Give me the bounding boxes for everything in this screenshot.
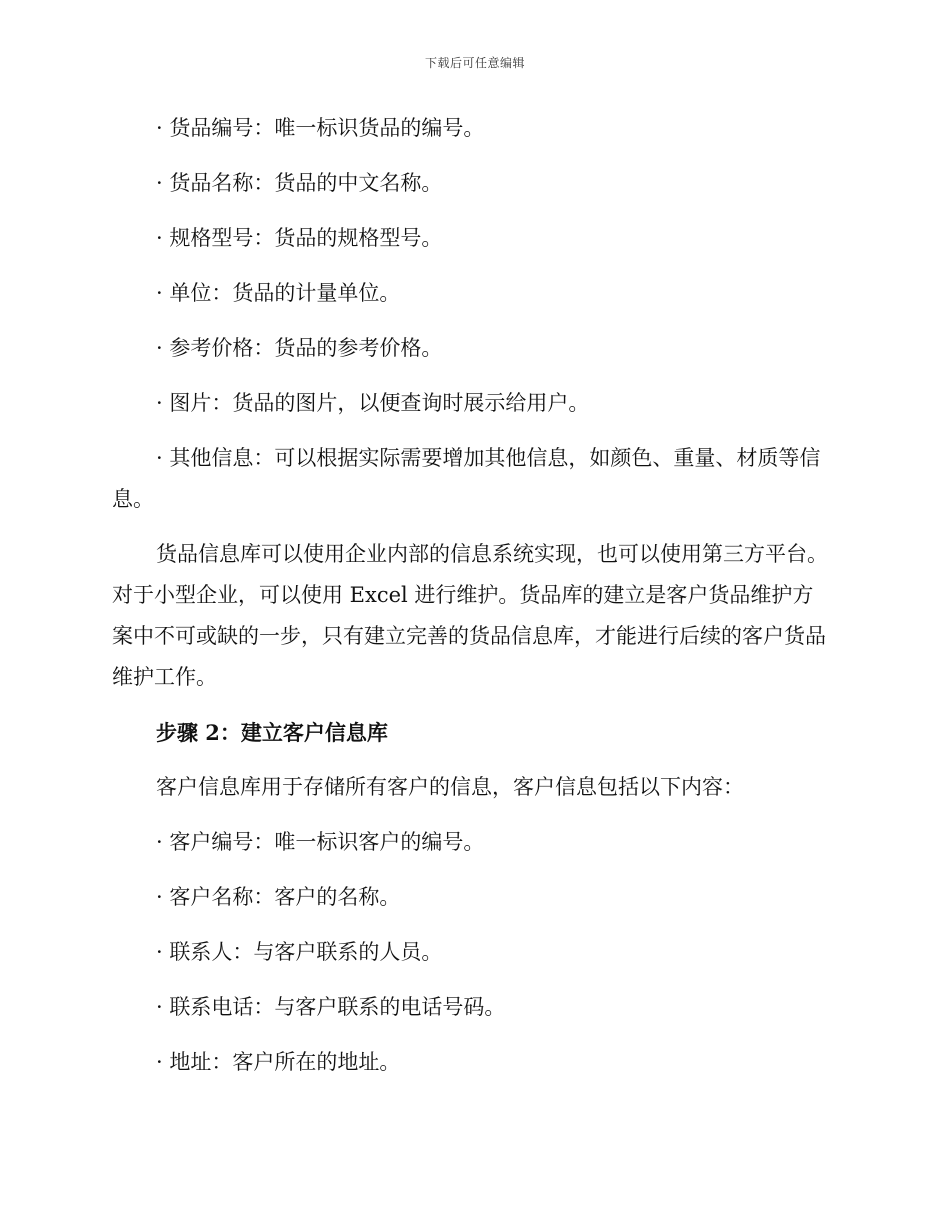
goods-library-paragraph: 货品信息库可以使用企业内部的信息系统实现，也可以使用第三方平台。对于小型企业，可以使用 Excel 进行维护。货品库的建立是客户货品维护方案中不可或缺的一步，只有建立完善的货品信息库，才能进行后续的客户货品维护工作。 [112, 542, 828, 689]
bullet-goods-name: · 货品名称：货品的中文名称。 [156, 171, 443, 195]
bullet-picture: · 图片：货品的图片，以便查询时展示给用户。 [156, 391, 590, 415]
bullet-contact-phone: · 联系电话：与客户联系的电话号码。 [156, 995, 506, 1019]
bullet-address: · 地址：客户所在的地址。 [156, 1050, 401, 1074]
step-2-heading: 步骤 2：建立客户信息库 [156, 720, 388, 745]
bullet-other-info: · 其他信息：可以根据实际需要增加其他信息，如颜色、重量、材质等信息。 [112, 446, 821, 511]
bullet-spec-model: · 规格型号：货品的规格型号。 [156, 226, 443, 250]
bullet-contact-person: · 联系人：与客户联系的人员。 [156, 940, 443, 964]
document-body [112, 108, 832, 1097]
bullet-customer-code: · 客户编号：唯一标识客户的编号。 [156, 830, 485, 854]
customer-library-intro: 客户信息库用于存储所有客户的信息，客户信息包括以下内容： [156, 775, 744, 799]
page-header: 下载后可任意编辑 [424, 56, 525, 70]
bullet-unit: · 单位：货品的计量单位。 [156, 281, 401, 305]
bullet-goods-code: · 货品编号：唯一标识货品的编号。 [156, 116, 485, 140]
bullet-customer-name: · 客户名称：客户的名称。 [156, 885, 401, 909]
bullet-reference-price: · 参考价格：货品的参考价格。 [156, 336, 443, 360]
